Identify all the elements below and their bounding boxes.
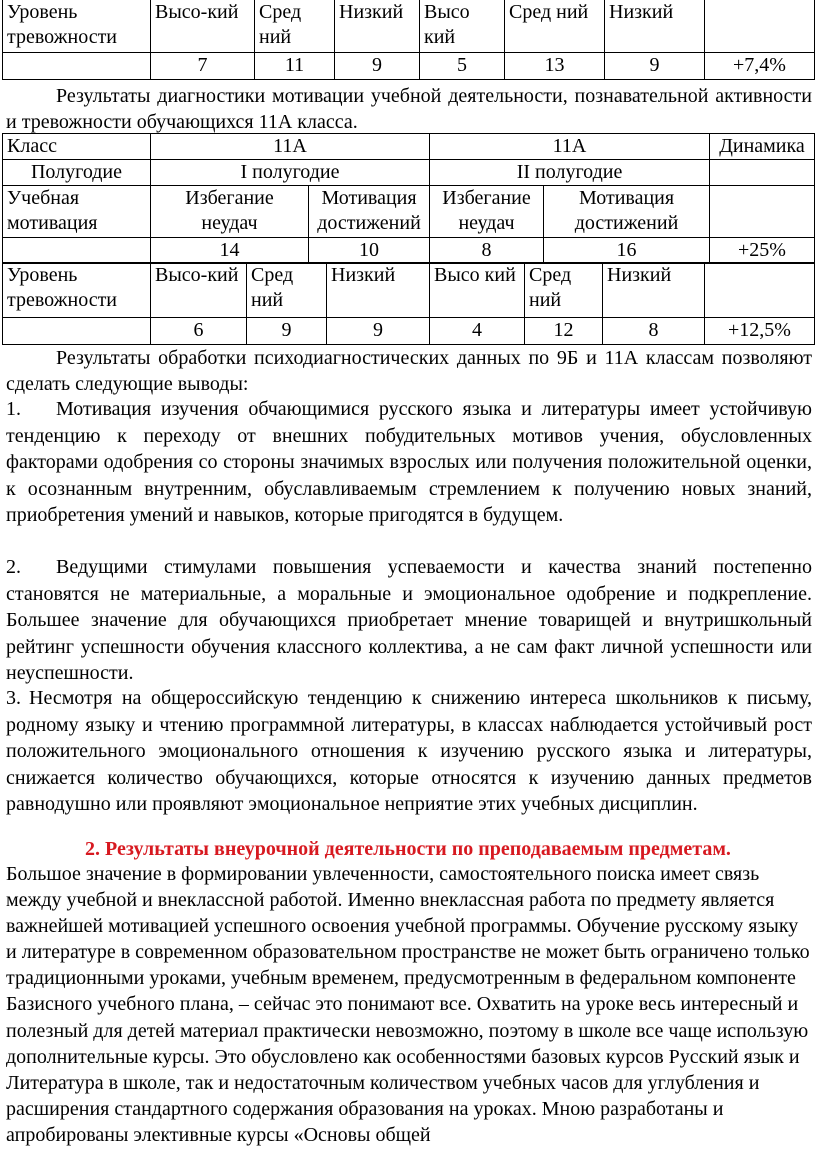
- dynamics-header: Динамика: [710, 134, 815, 160]
- motivation-values-empty: [3, 238, 151, 264]
- anxiety-value: 6: [151, 318, 247, 345]
- anxiety-header-high: Высо-кий: [151, 263, 247, 318]
- anxiety-header-high-2: Высо кий: [420, 0, 505, 53]
- half-first: I полугодие: [151, 160, 430, 186]
- conclusion-text: Мотивация изучения обчающимися русского языка и литературы имеет устойчивую тенденцию к переходу от внешних побудительных мотивов учения, обусловленных факторами одобрения со стороны значимых взрослых или получения положительной оценки, к осознанным внутренним, обуславливаемым стремлением к получению новых знаний, приобретения умений и навыков, которые пригодятся в будущем.: [6, 398, 812, 526]
- half-label: Полугодие: [3, 160, 151, 186]
- anxiety-header-high-2: Высо кий: [430, 263, 525, 318]
- motivation-value: 16: [544, 238, 710, 264]
- anxiety-values-empty: [3, 318, 151, 345]
- table-caption: Результаты диагностики мотивации учебной деятельности, познавательной активности и тревожности обучающихся 11А класса.: [6, 85, 812, 133]
- section-heading: 2. Результаты внеурочной деятельности по преподаваемым предметам.: [85, 838, 731, 860]
- anxiety-table-11a: [2, 262, 815, 345]
- motivation-header-avoid: Избегание неудач: [151, 186, 309, 238]
- anxiety-value: 13: [505, 53, 605, 80]
- anxiety-values-empty: [3, 53, 151, 80]
- anxiety-value: 8: [603, 318, 705, 345]
- motivation-value: 8: [430, 238, 544, 264]
- conclusions-intro: Результаты обработки психодиагностических данных по 9Б и 11А классам позволяют сделать следующие выводы:: [6, 347, 812, 395]
- anxiety-label: Уровень тревожности: [3, 0, 151, 53]
- conclusion-text: Ведущими стимулами повышения успеваемости и качества знаний постепенно становятся не материальные, а моральные и эмоциональное одобрение и подкрепление. Большее значение для обучающихся приобретает мнение товарищей и внутришкольный рейтинг успешности обучения классного коллектива, а не сам факт личной успешности или неуспешности.: [6, 556, 812, 684]
- conclusion-number: 2.: [6, 556, 21, 578]
- anxiety-dynamics: +12,5%: [705, 318, 815, 345]
- anxiety-value: 5: [420, 53, 505, 80]
- motivation-empty: [710, 186, 815, 238]
- motivation-header-achieve: Мотивация достижений: [309, 186, 430, 238]
- anxiety-value: 9: [327, 318, 430, 345]
- half-second: II полугодие: [430, 160, 710, 186]
- anxiety-empty: [705, 263, 815, 318]
- anxiety-table-9b: [2, 0, 815, 80]
- anxiety-header-medium: Сред ний: [247, 263, 327, 318]
- conclusion-number: 3.: [6, 687, 21, 709]
- anxiety-dynamics: +7,4%: [705, 53, 815, 80]
- class-label: Класс: [3, 134, 151, 160]
- motivation-dynamics: +25%: [710, 238, 815, 264]
- anxiety-value: 7: [151, 53, 255, 80]
- diagnostics-table-11a: [2, 133, 815, 264]
- conclusion-item: [6, 554, 812, 687]
- class-first: 11А: [151, 134, 430, 160]
- conclusion-number: 1.: [6, 398, 21, 420]
- conclusion-item: [6, 396, 812, 529]
- anxiety-header-low: Низкий: [335, 0, 420, 53]
- anxiety-label-11a: Уровень тревожности: [3, 263, 151, 318]
- section-text: Большое значение в формировании увлеченности, самостоятельного поиска имеет связь между учебной и внеклассной работой. Именно внеклассная работа по предмету является важнейшей мотивацией успешного освоения учебной программы. Обучение русскому языку и литературе в современном образовательном пространстве не может быть ограничено только традиционными уроками, учебным временем, предусмотренным в федеральном компоненте Базисного учебного плана, – сейчас это понимают все. Охватить на уроке весь интересный и полезный для детей материал практически невозможно, поэтому в школе все чаще использую дополнительные курсы. Это обусловлено как особенностями базовых курсов Русский язык и Литература в школе, так и недостаточным количеством учебных часов для углубления и расширения стандартного содержания образования на уроках. Мною разработаны и апробированы элективные курсы «Основы общей: [6, 863, 810, 1146]
- anxiety-value: 12: [525, 318, 603, 345]
- half-empty: [710, 160, 815, 186]
- anxiety-value: 11: [255, 53, 335, 80]
- anxiety-value: 9: [247, 318, 327, 345]
- conclusion-text: Несмотря на общероссийскую тенденцию к снижению интереса школьников к письму, родному языку и чтению программной литературы, в классах наблюдается устойчивый рост положительного эмоционального отношения к изучению русского языка и литературы, снижается количество обучающихся, которые относятся к изучению данных предметов равнодушно или проявляют эмоциональное неприятие этих учебных дисциплин.: [6, 687, 812, 815]
- motivation-header-avoid-2: Избегание неудач: [430, 186, 544, 238]
- motivation-label: Учебная мотивация: [3, 186, 151, 238]
- class-second: 11А: [430, 134, 710, 160]
- anxiety-header-low-2: Низкий: [605, 0, 705, 53]
- anxiety-header-high: Высо-кий: [151, 0, 255, 53]
- motivation-value: 14: [151, 238, 309, 264]
- anxiety-value: 4: [430, 318, 525, 345]
- anxiety-header-medium-2: Сред ний: [505, 0, 605, 53]
- anxiety-header-medium-2: Сред ний: [525, 263, 603, 318]
- anxiety-value: 9: [335, 53, 420, 80]
- anxiety-header-low-2: Низкий: [603, 263, 705, 318]
- motivation-value: 10: [309, 238, 430, 264]
- anxiety-empty: [705, 0, 815, 53]
- conclusion-item: [6, 685, 812, 818]
- motivation-header-achieve-2: Мотивация достижений: [544, 186, 710, 238]
- anxiety-value: 9: [605, 53, 705, 80]
- anxiety-header-medium: Сред ний: [255, 0, 335, 53]
- anxiety-header-low: Низкий: [327, 263, 430, 318]
